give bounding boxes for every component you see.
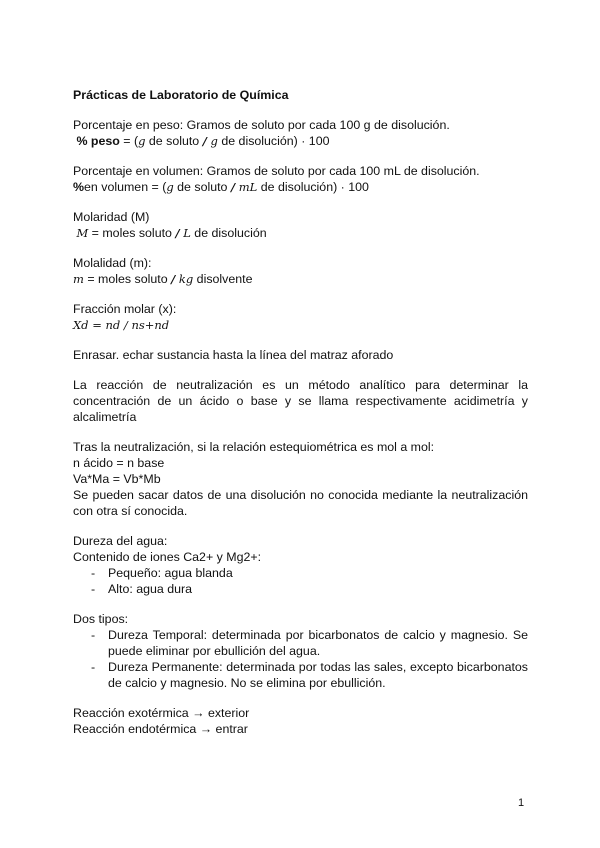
- volumen-formula-var: mL: [235, 180, 258, 194]
- peso-formula-part: de soluto: [145, 134, 203, 148]
- volumen-formula: [73, 179, 528, 195]
- volumen-formula-label: %: [73, 180, 85, 194]
- list-item: [73, 627, 528, 659]
- molaridad-formula-slash: /: [175, 226, 180, 240]
- molaridad-formula-var: M: [76, 226, 89, 240]
- volumen-formula-part: de soluto: [173, 180, 231, 194]
- list-item-text: Alto: agua dura: [108, 582, 193, 596]
- list-item-text: Dureza Temporal: determinada por bicarbonatos de calcio y magnesio. Se puede eliminar por ebullición del agua.: [108, 628, 528, 658]
- molalidad-formula-var: m: [73, 272, 84, 286]
- peso-formula-slash: /: [202, 134, 207, 148]
- page-title: Prácticas de Laboratorio de Química: [73, 88, 289, 102]
- estequio-intro: Tras la neutralización, si la relación estequiométrica es mol a mol:: [73, 440, 435, 454]
- bullet-dash: -: [91, 660, 96, 674]
- molaridad-definition: Molaridad (M): [73, 210, 150, 224]
- volumen-formula-slash: /: [230, 180, 236, 194]
- section-dureza: [73, 533, 528, 597]
- neutralizacion-paragraph: La reacción de neutralización es un método analítico para determinar la concentración de un ácido o base y se llama respectivamente acidimetría y alcalimetría: [73, 378, 528, 424]
- peso-formula-part: = (: [119, 134, 139, 148]
- molalidad-formula-var: kg: [175, 272, 194, 286]
- peso-formula-label: % peso: [76, 134, 120, 148]
- document-body: [73, 87, 528, 737]
- fraccion-definition: Fracción molar (x):: [73, 302, 177, 316]
- peso-formula-part: de disolución) · 100: [217, 134, 330, 148]
- peso-formula-var: g: [138, 134, 146, 148]
- section-tipos: [73, 611, 528, 691]
- molalidad-formula: [73, 271, 528, 287]
- estequio-line: Va*Ma = Vb*Mb: [73, 472, 161, 486]
- section-reacciones: [73, 705, 528, 737]
- tipos-title: Dos tipos:: [73, 612, 129, 626]
- molalidad-definition: Molalidad (m):: [73, 256, 152, 270]
- molalidad-formula-slash: /: [171, 272, 176, 286]
- list-item-text: Dureza Permanente: determinada por todas las sales, excepto bicarbonatos de calcio y magnesio. No se elimina por ebullición.: [108, 660, 528, 690]
- list-item: [73, 565, 528, 581]
- list-item-text: Pequeño: agua blanda: [108, 566, 233, 580]
- bullet-dash: -: [91, 628, 96, 642]
- fraccion-formula: Xd = nd / ns+nd: [73, 318, 170, 332]
- molalidad-formula-part: disolvente: [193, 272, 253, 286]
- estequio-line: n ácido = n base: [73, 456, 165, 470]
- tipos-list: [73, 627, 528, 691]
- peso-formula: [73, 133, 528, 149]
- molaridad-formula: [73, 225, 528, 241]
- molaridad-formula-part: de disolución: [190, 226, 267, 240]
- peso-definition: Porcentaje en peso: Gramos de soluto por cada 100 g de disolución.: [73, 118, 450, 132]
- section-estequiometria: [73, 439, 528, 519]
- molalidad-formula-part: = moles soluto: [83, 272, 172, 286]
- estequio-paragraph: Se pueden sacar datos de una disolución no conocida mediante la neutralización con otra sí conocida.: [73, 488, 528, 518]
- peso-formula-var: g: [206, 134, 218, 148]
- volumen-formula-part: de disolución) · 100: [257, 180, 369, 194]
- section-molaridad: [73, 209, 528, 241]
- section-molalidad: [73, 255, 528, 287]
- section-peso: [73, 117, 528, 149]
- list-item: [73, 659, 528, 691]
- bullet-dash: -: [91, 582, 96, 596]
- bullet-dash: -: [91, 566, 96, 580]
- reaccion-exotermica: Reacción exotérmica → exterior: [73, 706, 250, 720]
- reaccion-endotermica: Reacción endotérmica → entrar: [73, 722, 248, 736]
- dureza-contenido: Contenido de iones Ca2+ y Mg2+:: [73, 550, 262, 564]
- enrasar-text: Enrasar. echar sustancia hasta la línea del matraz aforado: [73, 348, 394, 362]
- section-volumen: [73, 163, 528, 195]
- molaridad-formula-var: L: [179, 226, 191, 240]
- volumen-formula-part: en volumen = (: [84, 180, 167, 194]
- dureza-title: Dureza del agua:: [73, 534, 168, 548]
- page-number: 1: [518, 797, 525, 809]
- list-item: [73, 581, 528, 597]
- dureza-list: [73, 565, 528, 597]
- molaridad-formula-part: = moles soluto: [88, 226, 176, 240]
- section-fraccion: [73, 301, 528, 333]
- volumen-formula-var: g: [166, 180, 174, 194]
- volumen-definition: Porcentaje en volumen: Gramos de soluto por cada 100 mL de disolución.: [73, 164, 480, 178]
